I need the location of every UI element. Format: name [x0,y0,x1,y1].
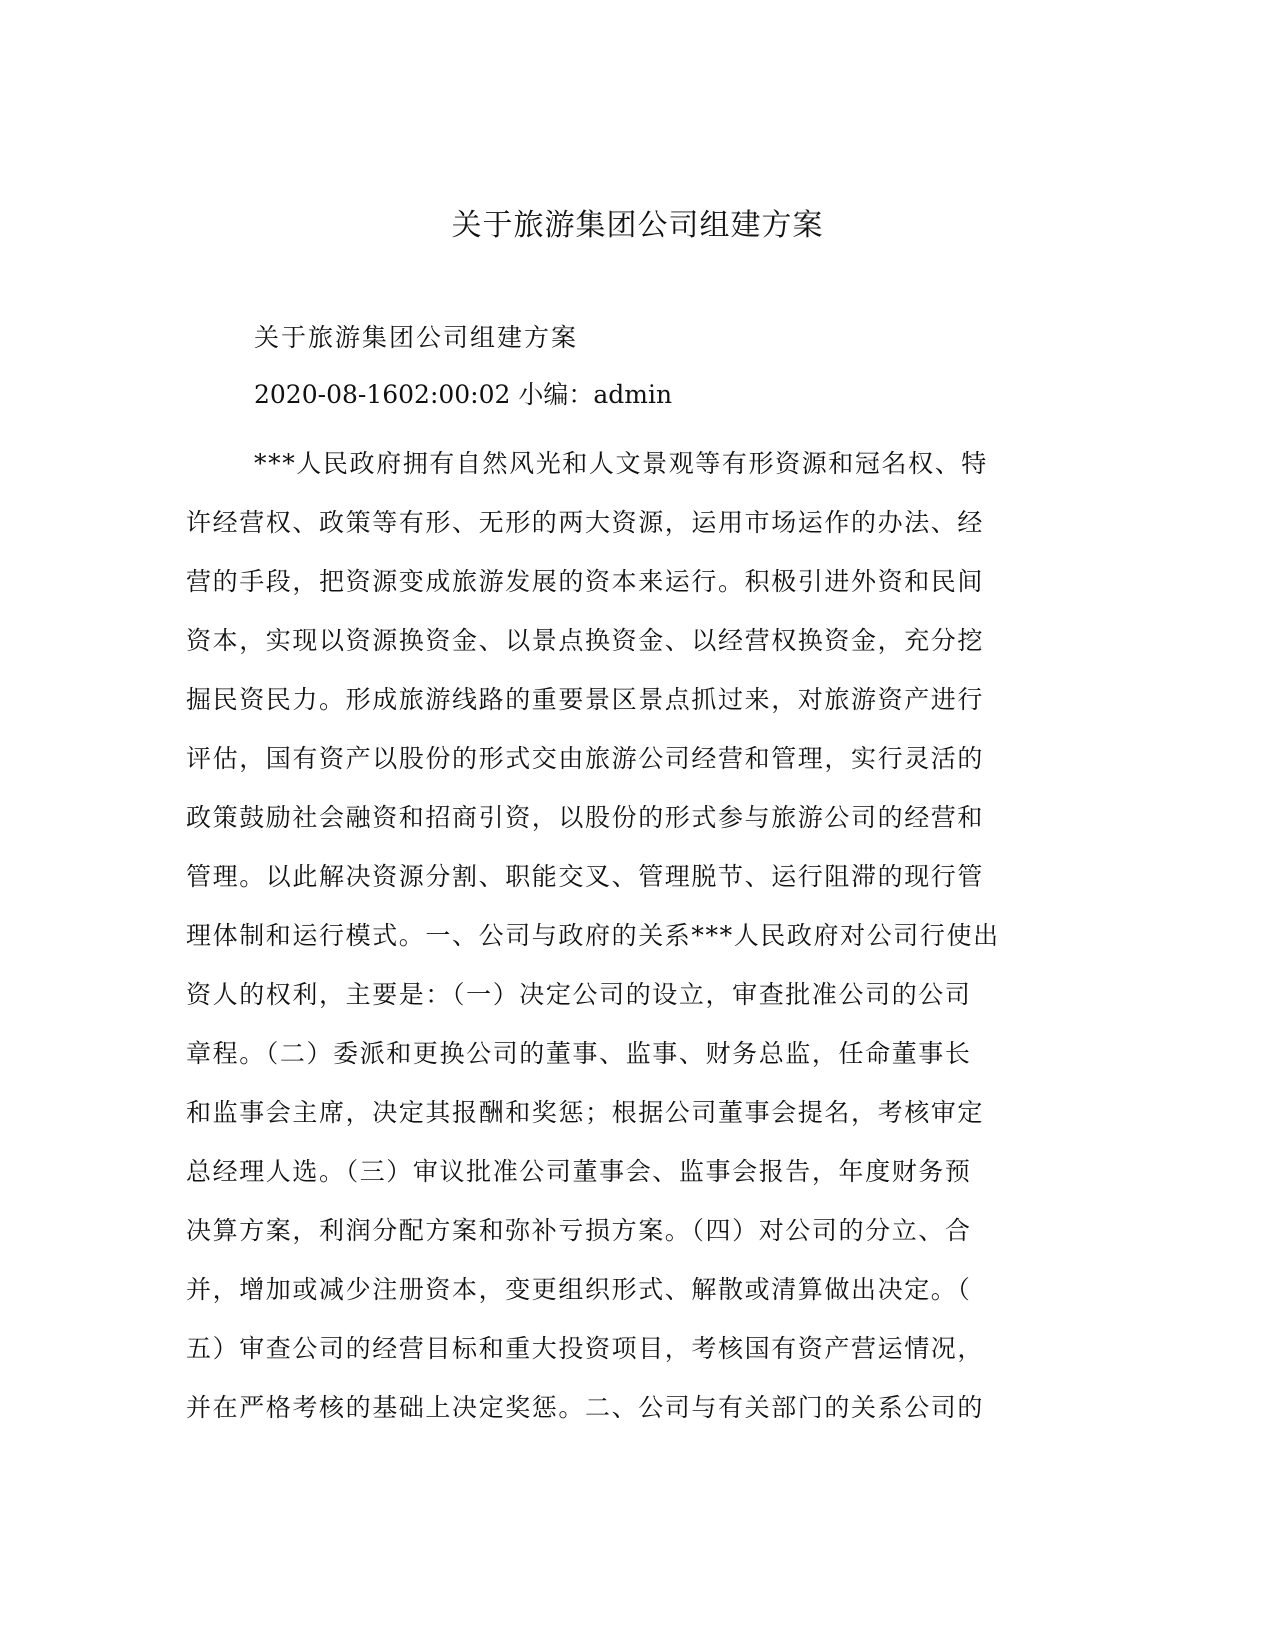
body-line: 章程。（二）委派和更换公司的董事、监事、财务总监，任命董事长 [186,1039,972,1068]
body-line: 总经理人选。（三）审议批准公司董事会、监事会报告，年度财务预 [186,1157,972,1186]
publish-meta: 2020-08-1602:00:02 小编：admin [254,380,673,409]
body-line: 资人的权利，主要是：（一）决定公司的设立，审查批准公司的公司 [186,980,972,1009]
body-line: 许经营权、政策等有形、无形的两大资源，运用市场运作的办法、经 [186,508,985,537]
body-line: 政策鼓励社会融资和招商引资，以股份的形式参与旅游公司的经营和 [186,803,985,832]
body-line: 决算方案，利润分配方案和弥补亏损方案。（四）对公司的分立、合 [186,1216,972,1245]
body-line: 理体制和运行模式。一、公司与政府的关系***人民政府对公司行使出 [186,921,1000,950]
body-line: 并在严格考核的基础上决定奖惩。二、公司与有关部门的关系公司的 [186,1393,985,1422]
body-line: 评估，国有资产以股份的形式交由旅游公司经营和管理，实行灵活的 [186,744,985,773]
body-line: 掘民资民力。形成旅游线路的重要景区景点抓过来，对旅游资产进行 [186,685,985,714]
body-line: 资本，实现以资源换资金、以景点换资金、以经营权换资金，充分挖 [186,626,985,655]
body-line: 营的手段，把资源变成旅游发展的资本来运行。积极引进外资和民间 [186,567,985,596]
body-text [186,434,1031,1437]
body-line: 管理。以此解决资源分割、职能交叉、管理脱节、运行阻滞的现行管 [186,862,985,891]
body-line: 并，增加或减少注册资本，变更组织形式、解散或清算做出决定。（ [186,1275,972,1304]
document-title: 关于旅游集团公司组建方案 [451,208,824,243]
body-line: 和监事会主席，决定其报酬和奖惩；根据公司董事会提名，考核审定 [186,1098,985,1127]
body-line: ***人民政府拥有自然风光和人文景观等有形资源和冠名权、特 [254,449,988,478]
document-subtitle: 关于旅游集团公司组建方案 [254,323,579,352]
body-line: 五）审查公司的经营目标和重大投资项目，考核国有资产营运情况， [186,1334,985,1363]
